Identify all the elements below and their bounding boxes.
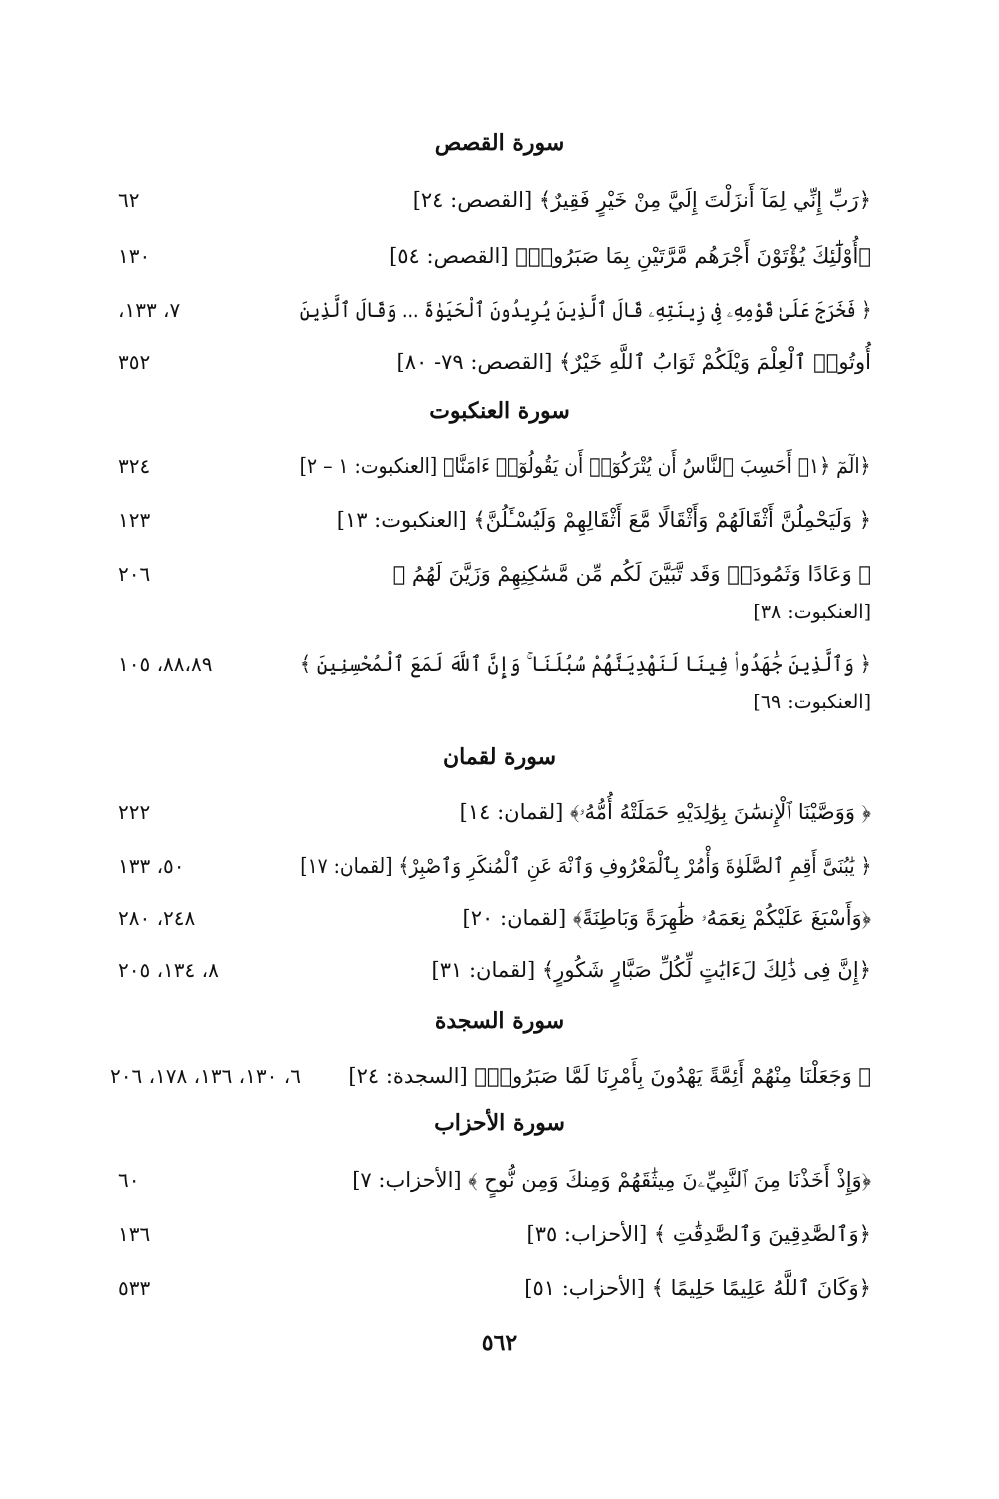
page-references: ١٣٦: [118, 1222, 151, 1246]
verse-text: ﴿ وَجَعَلْنَا مِنْهُمْ أَئِمَّةً يَهْدُونَ بِأَمْرِنَا لَمَّا صَبَرُوا۟﴾ [السجدة: ٢٤]: [348, 1064, 871, 1088]
page-number: ٥٦٢: [481, 1330, 518, 1356]
verse-text: ﴿وَكَانَ ٱللَّهُ عَلِيمًا حَلِيمًا ﴾ [الأحزاب: ٥١]: [524, 1276, 871, 1300]
page-references: ٢٢٢: [118, 800, 151, 824]
verse-entry: [0, 554, 999, 623]
surah-heading-ankabut: سورة العنكبوت: [429, 398, 570, 424]
verse-entry: [0, 1268, 999, 1308]
surah-heading-sajdah: سورة السجدة: [434, 1008, 565, 1034]
verse-text: ﴿أُوْلَٰٓئِكَ يُؤْتَوْنَ أَجْرَهُم مَّرَّتَيْنِ بِمَا صَبَرُوا۟﴾ [القصص: ٥٤]: [389, 244, 871, 268]
page-references: ٢٤٨، ٢٨٠: [118, 906, 196, 930]
verse-entry: [0, 1160, 999, 1200]
page-references: ٥٠، ١٣٣: [118, 854, 185, 878]
verse-entry: [0, 950, 999, 990]
verse-entry: [0, 236, 999, 276]
verse-entry: [0, 644, 999, 713]
page-references: ٦٢: [118, 188, 140, 212]
verse-text: ﴿ وَلَيَحْمِلُنَّ أَثْقَالَهُمْ وَأَثْقَالًا مَّعَ أَثْقَالِهِمْ وَلَيُسْـَٔلُنَّ﴾ [العنكبوت: ١٣]: [336, 508, 871, 532]
page-references: ٨٨،٨٩، ١٠٥: [118, 652, 213, 676]
verse-citation: [العنكبوت: ٦٩]: [753, 691, 871, 713]
verse-entry: [0, 1056, 999, 1096]
page-references: ١٢٣: [118, 508, 151, 532]
page-references: ٨، ١٣٤، ٢٠٥: [118, 958, 219, 982]
verse-text: ﴿ فَخَرَجَ عَلَىٰ قَوْمِهِۦ فِى زِينَتِهِۦ قَالَ ٱلَّذِينَ يُرِيدُونَ ٱلْحَيَوٰةَ ... وَقَالَ ٱلَّذِينَ: [299, 298, 871, 322]
verse-text: ﴿الٓمٓ ﴿١﴾ أَحَسِبَ ٱلنَّاسُ أَن يُتْرَكُوٓا۟ أَن يَقُولُوٓا۟ ءَامَنَّا﴾ [العنكبوت: ١ – ٢]: [300, 454, 871, 478]
verse-text: أُوتُوا۟ ٱلْعِلْمَ وَيْلَكُمْ ثَوَابُ ٱللَّهِ خَيْرٌ﴾ [القصص: ٧٩- ٨٠]: [396, 350, 871, 374]
verse-text: ﴿رَبِّ إِنِّي لِمَآ أَنزَلْتَ إِلَيَّ مِنْ خَيْرٍ فَقِيرٌ﴾ [القصص: ٢٤]: [412, 188, 871, 212]
page-references: ٧، ١٣٣،: [118, 298, 181, 322]
verse-entry: [0, 500, 999, 540]
verse-entry: [0, 898, 999, 938]
verse-text: ﴿وَإِذْ أَخَذْنَا مِنَ ٱلنَّبِيِّۦنَ مِيثَٰقَهُمْ وَمِنكَ وَمِن نُّوحٍ ﴾ [الأحزاب: ٧]: [352, 1168, 871, 1192]
surah-heading-ahzab: سورة الأحزاب: [434, 1110, 565, 1136]
page-references: ٣٥٢: [118, 350, 151, 374]
verse-entry: [0, 290, 999, 330]
verse-entry: [0, 446, 999, 486]
verse-entry: [0, 846, 999, 886]
surah-heading-luqman: سورة لقمان: [442, 744, 557, 770]
page-references: ٥٣٣: [118, 1276, 151, 1300]
verse-entry: [0, 792, 999, 832]
verse-text: ﴿ يَٰبُنَىَّ أَقِمِ ٱلصَّلَوٰةَ وَأْمُرْ بِٱلْمَعْرُوفِ وَٱنْهَ عَنِ ٱلْمُنكَرِ وَٱصْبِرْ﴾ [لقمان: ١٧]: [299, 854, 871, 878]
page-references: ٦٠: [118, 1168, 140, 1192]
verse-text: ﴿ وَعَادًا وَثَمُودَا۟ وَقَد تَّبَيَّنَ لَكُم مِّن مَّسَٰكِنِهِمْ وَزَيَّنَ لَهُمُ ﴾: [392, 562, 871, 586]
page-references: ٦، ١٣٠، ١٣٦، ١٧٨، ٢٠٦: [110, 1064, 301, 1088]
page-references: ٢٠٦: [118, 562, 151, 586]
verse-entry: [0, 1214, 999, 1254]
verse-text: ﴿إِنَّ فِى ذَٰلِكَ لَءَايَٰتٍ لِّكُلِّ صَبَّارٍ شَكُورٍ﴾ [لقمان: ٣١]: [431, 958, 871, 982]
surah-heading-qasas: سورة القصص: [434, 130, 565, 156]
verse-citation: [العنكبوت: ٣٨]: [753, 601, 871, 623]
verse-entry: [0, 180, 999, 220]
page-references: ١٣٠: [118, 244, 151, 268]
verse-entry: [0, 342, 999, 382]
page-references: ٣٢٤: [118, 454, 151, 478]
verse-text: ﴿ وَوَصَّيْنَا ٱلْإِنسَٰنَ بِوَٰلِدَيْهِ حَمَلَتْهُ أُمُّهُۥ﴾ [لقمان: ١٤]: [459, 800, 871, 824]
verse-text: ﴿وَأَسْبَغَ عَلَيْكُمْ نِعَمَهُۥ ظَٰهِرَةً وَبَاطِنَةً﴾ [لقمان: ٢٠]: [462, 906, 871, 930]
verse-text: ﴿وَٱلصَّٰدِقِينَ وَٱلصَّٰدِقَٰتِ ﴾ [الأحزاب: ٣٥]: [526, 1222, 871, 1246]
verse-text: ﴿ وَٱلَّذِينَ جَٰهَدُوا۟ فِينَا لَنَهْدِيَنَّهُمْ سُبُلَنَا ۚ وَإِنَّ ٱللَّهَ لَمَعَ ٱلْمُحْسِنِينَ ﴾: [300, 652, 871, 676]
